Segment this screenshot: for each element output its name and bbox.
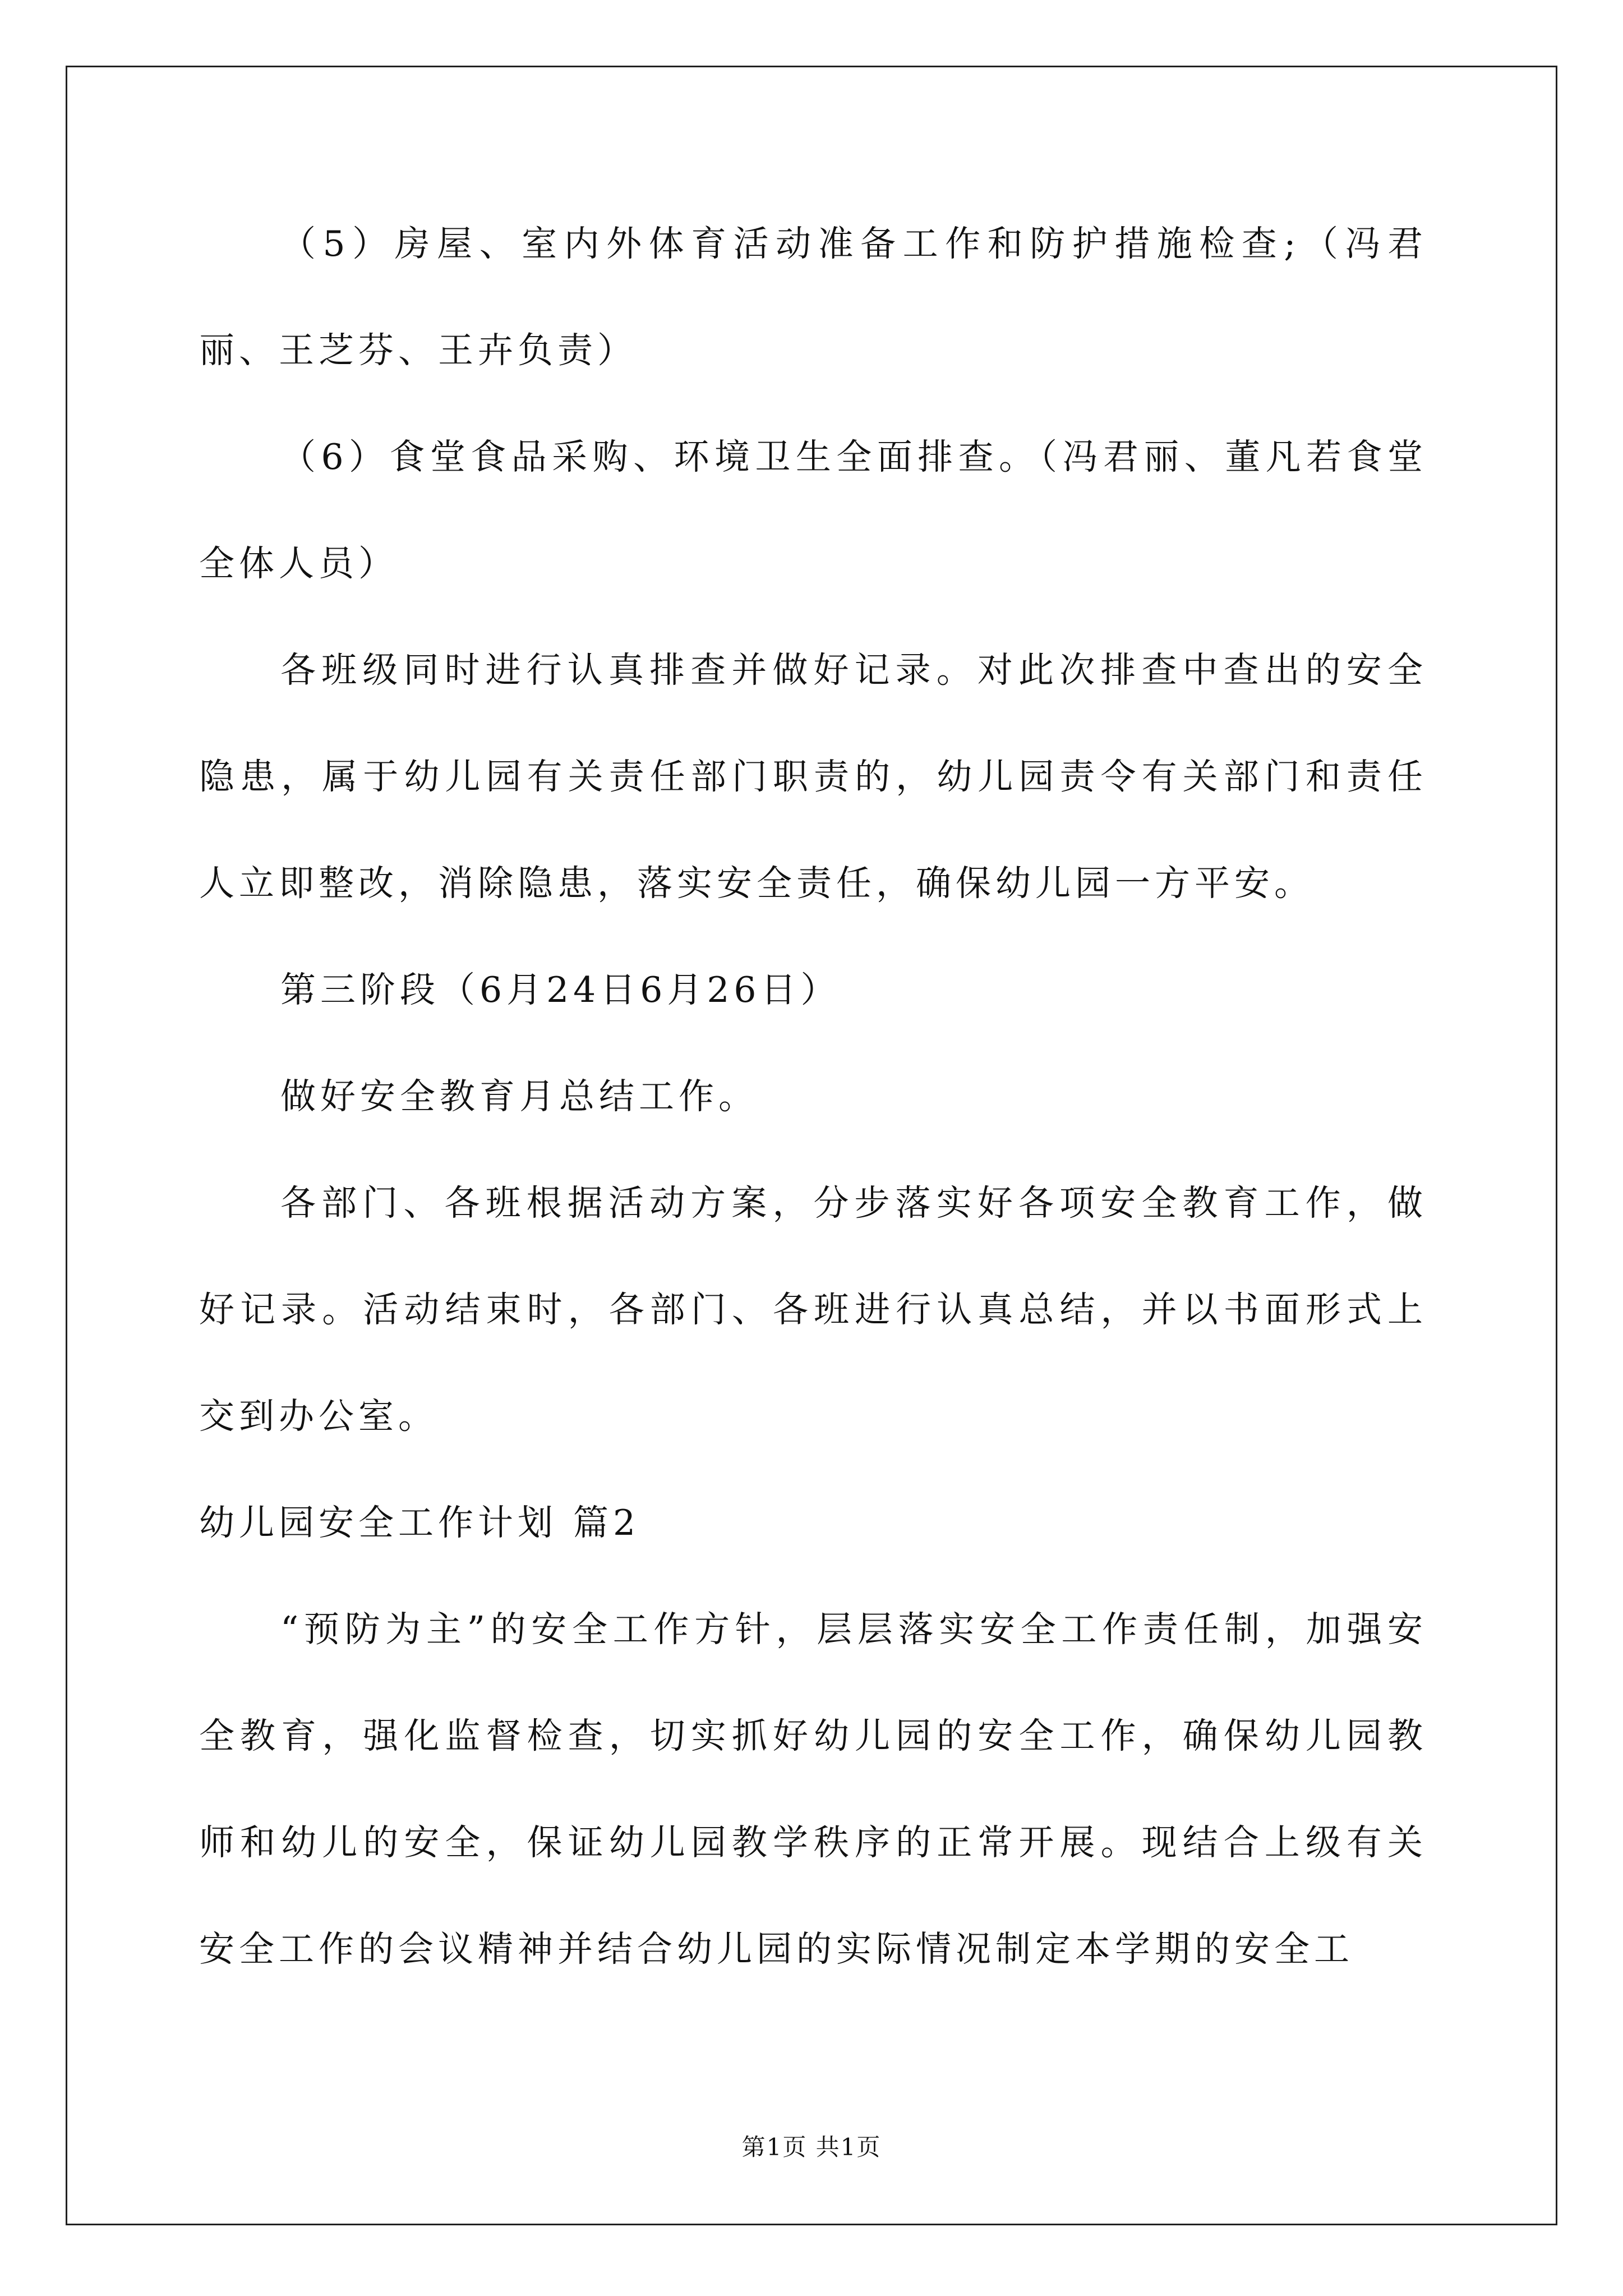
- page-footer: 第1页 共1页: [741, 2133, 882, 2161]
- paragraph-item-6: （6）食堂食品采购、环境卫生全面排查。（冯君丽、董凡若食堂全体人员）: [199, 436, 1427, 584]
- paragraph-item-5: （5）房屋、室内外体育活动准备工作和防护措施检查;（冯君丽、王芝芬、王卉负责）: [199, 223, 1427, 371]
- paragraph-safety-policy: “预防为主”的安全工作方针，层层落实安全工作责任制，加强安全教育，强化监督检查，切实抓好幼儿园的安全工作，确保幼儿园教师和幼儿的安全，保证幼儿园教学秩序的正常开展。现结合上级有关安全工作的会议精神并结合幼儿园的实际情况制定本学期的安全工: [199, 1609, 1427, 1970]
- paragraph-inspection-record: 各班级同时进行认真排查并做好记录。对此次排查中查出的安全隐患，属于幼儿园有关责任部门职责的，幼儿园责令有关部门和责任人立即整改，消除隐患，落实安全责任，确保幼儿园一方平安。: [199, 650, 1427, 904]
- paragraph-summary-work: 做好安全教育月总结工作。: [280, 1076, 758, 1117]
- paragraph-department-plan: 各部门、各班根据活动方案，分步落实好各项安全教育工作，做好记录。活动结束时，各部门、各班进行认真总结，并以书面形式上交到办公室。: [199, 1182, 1427, 1437]
- section-heading: 幼儿园安全工作计划 篇2: [199, 1502, 640, 1543]
- paragraph-stage-three: 第三阶段（6月24日6月26日）: [280, 969, 841, 1010]
- document-body: [199, 191, 1427, 2003]
